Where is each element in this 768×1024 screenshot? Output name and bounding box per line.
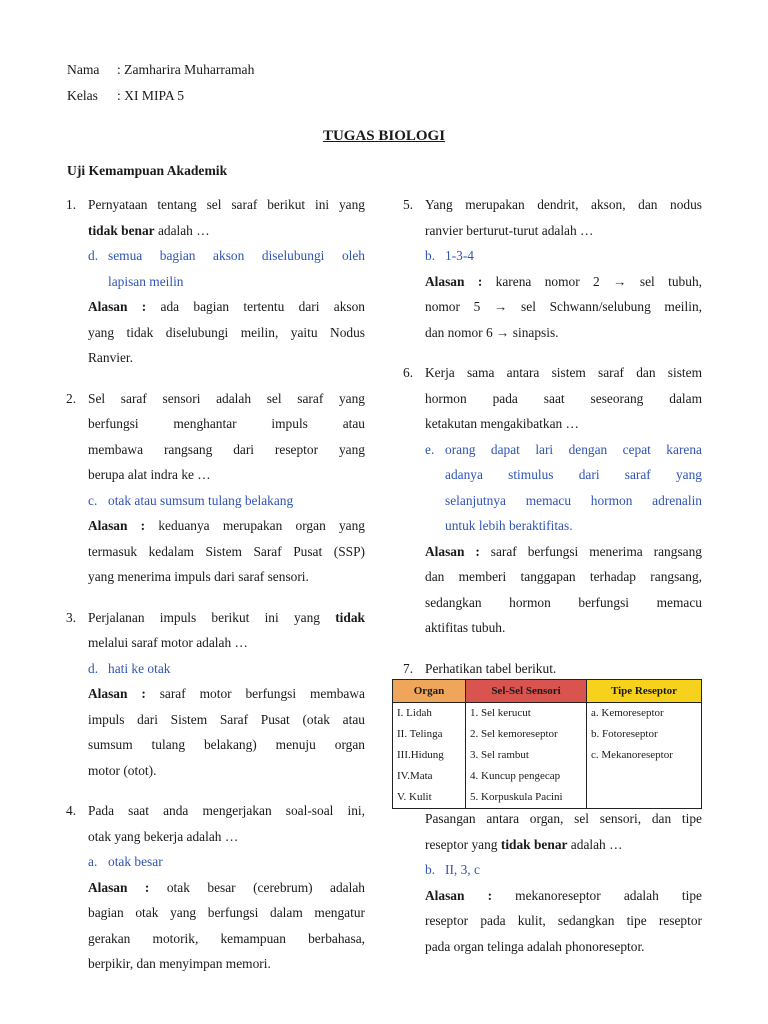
question-3: [66, 605, 365, 784]
table-header-organ: Organ: [393, 680, 466, 703]
answer: d. hati ke otak: [88, 660, 171, 676]
question-text: reseptor yang tidak benar adalah …: [425, 836, 623, 852]
answer: b. II, 3, c: [425, 862, 480, 877]
reason: Alasan : saraf motor berfungsi membawa impuls dari Sistem Saraf Pusat (otak atau sumsum tulang belakang) menuju organ motor (otot).: [88, 686, 365, 778]
reason: Alasan : mekanoreseptor adalah tipe reseptor pada kulit, sedangkan tipe reseptor pada organ telinga adalah phonoreseptor.: [425, 887, 702, 954]
reason: Alasan : karena nomor 2 → sel tubuh, nomor 5 → sel Schwann/selubung meilin, dan nomor 6 → sinapsis.: [425, 273, 702, 340]
question-text: hormon pada saat seseorang dalam: [425, 390, 702, 406]
question-text: Sel saraf sensori adalah sel saraf yang: [88, 390, 365, 406]
question-text: ranvier berturut-turut adalah …: [425, 222, 594, 238]
question-text: Kerja sama antara sistem saraf dan sistem: [425, 365, 702, 380]
question-number: 4.: [66, 803, 77, 818]
question-text: membawa rangsang dari reseptor yang: [88, 441, 365, 457]
question-number: 6.: [403, 365, 414, 380]
question-1: [66, 192, 365, 371]
question-text: ketakutan mengakibatkan …: [425, 416, 579, 431]
question-text: Perhatikan tabel berikut.: [425, 660, 557, 676]
class-value: : XI MIPA 5: [117, 88, 185, 103]
question-text: melalui saraf motor adalah …: [88, 635, 248, 650]
section-subtitle: Uji Kemampuan Akademik: [67, 163, 228, 178]
class-label: Kelas: [67, 88, 98, 103]
question-5: [403, 192, 702, 345]
reason: Alasan : keduanya merupakan organ yang termasuk kedalam Sistem Saraf Pusat (SSP) yang menerima impuls dari saraf sensori.: [88, 518, 365, 584]
name-value: : Zamharira Muharramah: [117, 62, 255, 77]
question-number: 7.: [403, 660, 414, 676]
question-text: Yang merupakan dendrit, akson, dan nodus: [425, 197, 702, 212]
question-text: tidak benar adalah …: [88, 222, 210, 238]
class-row: [67, 88, 184, 104]
table-header-receptor-type: Tipe Reseptor: [587, 680, 702, 703]
right-column: [403, 192, 702, 681]
table-header-sensory-cells: Sel-Sel Sensori: [466, 680, 587, 703]
table-cell-organs: I. Lidah II. Telinga III.Hidung IV.Mata V. Kulit: [393, 703, 466, 809]
left-column: [66, 192, 365, 977]
answer: b. 1-3-4: [425, 248, 475, 263]
answer: e. orang dapat lari dengan cepat karena adanya stimulus dari saraf yang selanjutnya memacu hormon adrenalin untuk lebih beraktifitas.: [425, 441, 702, 533]
question-number: 3.: [66, 609, 77, 625]
question-text: Pasangan antara organ, sel sensori, dan tipe: [425, 811, 702, 826]
question-text: Pada saat anda mengerjakan soal-soal ini,: [88, 803, 365, 818]
table-cell-sensory-cells: 1. Sel kerucut 2. Sel kemoreseptor 3. Sel rambut 4. Kuncup pengecap 5. Korpuskula Pacini: [466, 703, 587, 809]
name-label: Nama: [67, 62, 100, 77]
question-4: [66, 798, 365, 977]
reason: Alasan : otak besar (cerebrum) adalah bagian otak yang berfungsi dalam mengatur gerakan motorik, kemampuan berbahasa, berpikir, dan menyimpan memori.: [88, 879, 365, 971]
reason: Alasan : saraf berfungsi menerima rangsang dan memberi tanggapan terhadap rangsang, sedangkan hormon berfungsi memacu aktifitas tubuh.: [425, 543, 702, 635]
question-7: [403, 656, 702, 682]
answer: a. otak besar: [88, 854, 163, 869]
question-6: [403, 360, 702, 641]
question-2: [66, 386, 365, 590]
question-text: berupa alat indra ke …: [88, 467, 211, 482]
reason: Alasan : ada bagian tertentu dari akson yang tidak diselubungi meilin, yaitu Nodus Ranvier.: [88, 299, 365, 365]
question-text: berfungsi menghantar impuls atau: [88, 416, 365, 431]
question-number: 2.: [66, 390, 77, 406]
question-number: 1.: [66, 197, 77, 212]
answer: c. otak atau sumsum tulang belakang: [88, 492, 294, 508]
question-text: otak yang bekerja adalah …: [88, 828, 239, 844]
question-text: Pernyataan tentang sel saraf berikut ini yang: [88, 197, 365, 212]
question-text: Perjalanan impuls berikut ini yang tidak: [88, 609, 365, 625]
question-number: 5.: [403, 197, 414, 212]
page-title: TUGAS BIOLOGI: [322, 128, 446, 144]
name-row: [67, 62, 254, 78]
answer: d. semua bagian akson diselubungi oleh lapisan meilin: [88, 248, 365, 289]
receptor-table: [392, 679, 702, 809]
table-cell-receptor-types: a. Kemoreseptor b. Fotoreseptor c. Mekanoreseptor: [587, 703, 702, 809]
question-7-continued: [425, 806, 702, 959]
